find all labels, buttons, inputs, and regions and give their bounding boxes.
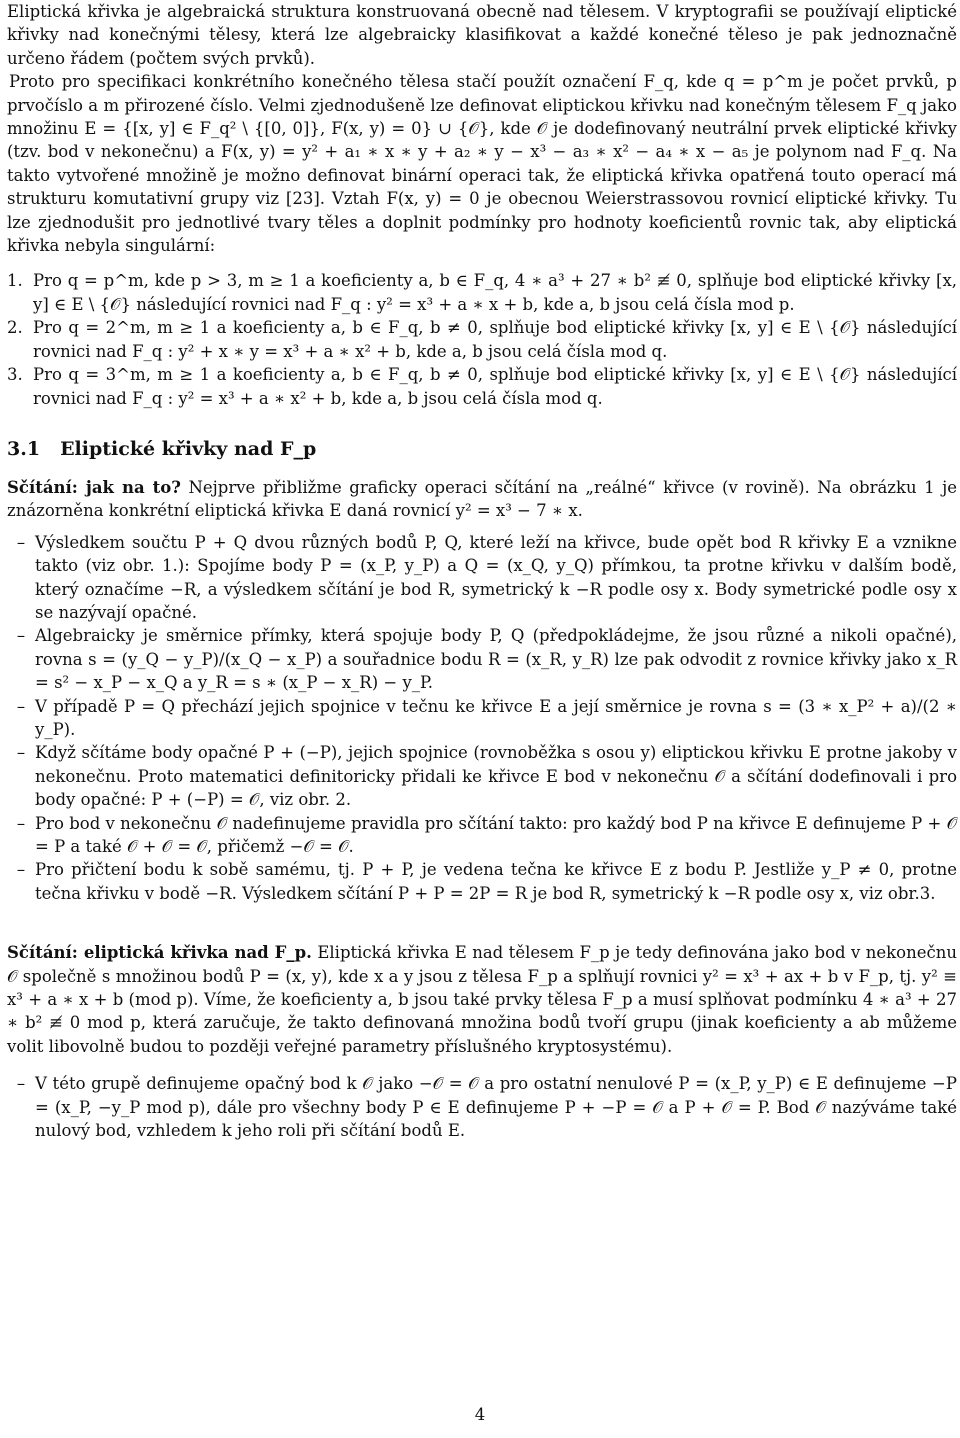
list-item: [7, 741, 957, 811]
list-item: [7, 316, 957, 363]
list-item-number: 2.: [7, 318, 23, 338]
dash-bullet: –: [16, 532, 26, 552]
list-item-text: V této grupě definujeme opačný bod k 𝒪 jako −𝒪 = 𝒪 a pro ostatní nenulové P = (x_P, y_P) ∈ E definujeme −P = (x_P, −y_P mod p), dále pro všechny body P ∈ E definujeme P + −P = 𝒪 a P + 𝒪 = P. Bod 𝒪 nazýváme také nulový bod, vzhledem k jeho roli při sčítání bodů E.: [35, 1074, 957, 1141]
spacer: [7, 1058, 957, 1072]
dash-bullet: –: [16, 743, 26, 763]
paragraph-field-definition: Proto pro specifikaci konkrétního konečného tělesa stačí použít označení F_q, kde q = p^m je počet prvků, p prvočíslo a m přirozené číslo. Velmi zjednodušeně lze definovat eliptickou křivku nad konečným tělesem F_q jako množinu E = {[x, y] ∈ F_q² \ {[0, 0]}, F(x, y) = 0} ∪ {𝒪}, kde 𝒪 je dodefinovaný neutrální prvek eliptické křivky (tzv. bod v nekonečnu) a F(x, y) = y² + a₁ ∗ x ∗ y + a₂ ∗ y − x³ − a₃ ∗ x² − a₄ ∗ x − a₅ je polynom nad F_q. Na takto vytvořené množině je možno definovat binární operaci tak, že eliptická křivka opatřená touto operací má strukturu komutativní grupy viz [23]. Vztah F(x, y) = 0 je obecnou Weierstrassovou rovnicí eliptické křivky. Tu lze zjednodušit pro jednotlivé tvary těles a doplnit podmínky pro hodnoty koeficientů rovnic tak, aby eliptická křivka nebyla singulární:: [7, 72, 957, 256]
dash-bullet: –: [16, 813, 26, 833]
list-item-text: Algebraicky je směrnice přímky, která spojuje body P, Q (předpokládejme, že jsou různé a nikoli opačné), rovna s = (y_Q − y_P)/(x_Q − x_P) a souřadnice bodu R = (x_R, y_R) lze pak odvodit z rovnice křivky jako x_R = s² − x_P − x_Q a y_R = s ∗ (x_P − x_R) − y_P.: [35, 626, 957, 693]
list-item-text: Pro přičtení bodu k sobě samému, tj. P + P, je vedena tečna ke křivce E z bodu P. Jestliže y_P ≠ 0, protne tečna křivku v bodě −R. Výsledkem sčítání P + P = 2P = R je bod R, symetrický k −R podle osy x, viz obr.3.: [35, 860, 957, 903]
list-item: [7, 531, 957, 625]
list-item: [7, 269, 957, 316]
list-item: [7, 363, 957, 410]
list-item-text: Když sčítáme body opačné P + (−P), jejich spojnice (rovnoběžka s osou y) eliptickou křivku E protne jakoby v nekonečnu. Proto matematici definitoricky přidali ke křivce E bod v nekonečnu 𝒪 a sčítání dodefinovali i pro body opačné: P + (−P) = 𝒪, viz obr. 2.: [35, 743, 957, 810]
list-item-text: Výsledkem součtu P + Q dvou různých bodů P, Q, které leží na křivce, bude opět bod R křivky E a vznikne takto (viz obr. 1.): Spojíme body P = (x_P, y_P) a Q = (x_Q, y_Q) přímkou, ta protne křivku v dalším bodě, který označíme −R, a výsledkem sčítání je bod R, symetrický k −R podle osy x. Body symetrické podle osy x se nazývají opačné.: [35, 532, 957, 622]
list-item-text: Pro bod v nekonečnu 𝒪 nadefinujeme pravidla pro sčítání takto: pro každý bod P na křivce E definujeme P + 𝒪 = P a také 𝒪 + 𝒪 = 𝒪, přičemž −𝒪 = 𝒪.: [35, 813, 957, 856]
section-heading: [7, 436, 957, 462]
page-body: [7, 0, 957, 1142]
enumeration-list: [7, 269, 957, 409]
section-title: Eliptické křivky nad F_p: [60, 437, 317, 460]
page-number: 4: [474, 1405, 486, 1424]
list-item: [7, 812, 957, 859]
dash-bullet: –: [16, 626, 26, 646]
dash-bullet: –: [16, 1074, 26, 1094]
list-item-text: V případě P = Q přechází jejich spojnice v tečnu ke křivce E a její směrnice je rovna s = (3 ∗ x_P² + a)/(2 ∗ y_P).: [35, 696, 957, 739]
spacer: [7, 523, 957, 531]
list-item-text: Pro q = 2^m, m ≥ 1 a koeficienty a, b ∈ F_q, b ≠ 0, splňuje bod eliptické křivky [x, y] ∈ E \ {𝒪} následující rovnici nad F_q : y² + x ∗ y = x³ + a ∗ x² + b, kde a, b jsou celá čísla mod q.: [33, 318, 957, 361]
paragraph-intro: Eliptická křivka je algebraická struktura konstruovaná obecně nad tělesem. V kryptografii se používají eliptické křivky nad konečnými tělesy, která lze algebraicky klasifikovat a každé konečné těleso je pak jednoznačně určeno řádem (počtem svých prvků).: [7, 2, 957, 68]
list-item-text: Pro q = 3^m, m ≥ 1 a koeficienty a, b ∈ F_q, b ≠ 0, splňuje bod eliptické křivky [x, y] ∈ E \ {𝒪} následující rovnici nad F_q : y² = x³ + a ∗ x² + b, kde a, b jsou celá čísla mod q.: [33, 365, 957, 408]
paragraph-sum-fp: [7, 941, 957, 1058]
list-item-number: 1.: [7, 271, 23, 291]
spacer: [7, 410, 957, 436]
list-item: [7, 695, 957, 742]
run-in-heading: Sčítání: jak na to?: [7, 477, 181, 497]
list-item-text: Pro q = p^m, kde p > 3, m ≥ 1 a koeficienty a, b ∈ F_q, 4 ∗ a³ + 27 ∗ b² ≢ 0, splňuje bod eliptické křivky [x, y] ∈ E \ {𝒪} následující rovnici nad F_q : y² = x³ + a ∗ x + b, kde a, b jsou celá čísla mod p.: [33, 271, 957, 314]
dash-bullet: –: [16, 696, 26, 716]
paragraph-text: Eliptická křivka E nad tělesem F_p je tedy definována jako bod v nekonečnu 𝒪 společně s množinou bodů P = (x, y), kde x a y jsou z tělesa F_p a splňují rovnici y² = x³ + ax + b v F_p, tj. y² ≡ x³ + a ∗ x + b (mod p). Víme, že koeficienty a, b jsou také prvky tělesa F_p a musí splňovat podmínku 4 ∗ a³ + 27 ∗ b² ≢ 0 mod p, která zaručuje, že takto definovaná množina bodů tvoří grupu (jinak koeficienty a ab můžeme volit libovolně budou to později veřejné parametry příslušného kryptosystému).: [7, 943, 957, 1056]
list-item: [7, 858, 957, 905]
list-item: [7, 1072, 957, 1142]
run-in-heading: Sčítání: eliptická křivka nad F_p.: [7, 943, 312, 963]
paragraph-text: Nejprve přibližme graficky operaci sčítání na „reálné“ křivce (v rovině). Na obrázku 1 je znázorněna konkrétní eliptická křivka E daná rovnicí y² = x³ − 7 ∗ x.: [7, 477, 957, 521]
spacer: [7, 257, 957, 269]
spacer: [7, 905, 957, 941]
dash-list: [7, 531, 957, 906]
dash-bullet: –: [16, 860, 26, 880]
section-number: 3.1: [7, 437, 41, 460]
list-item-number: 3.: [7, 365, 23, 385]
dash-list: [7, 1072, 957, 1142]
spacer: [7, 462, 957, 476]
paragraph-sum-real: [7, 476, 957, 523]
list-item: [7, 624, 957, 694]
